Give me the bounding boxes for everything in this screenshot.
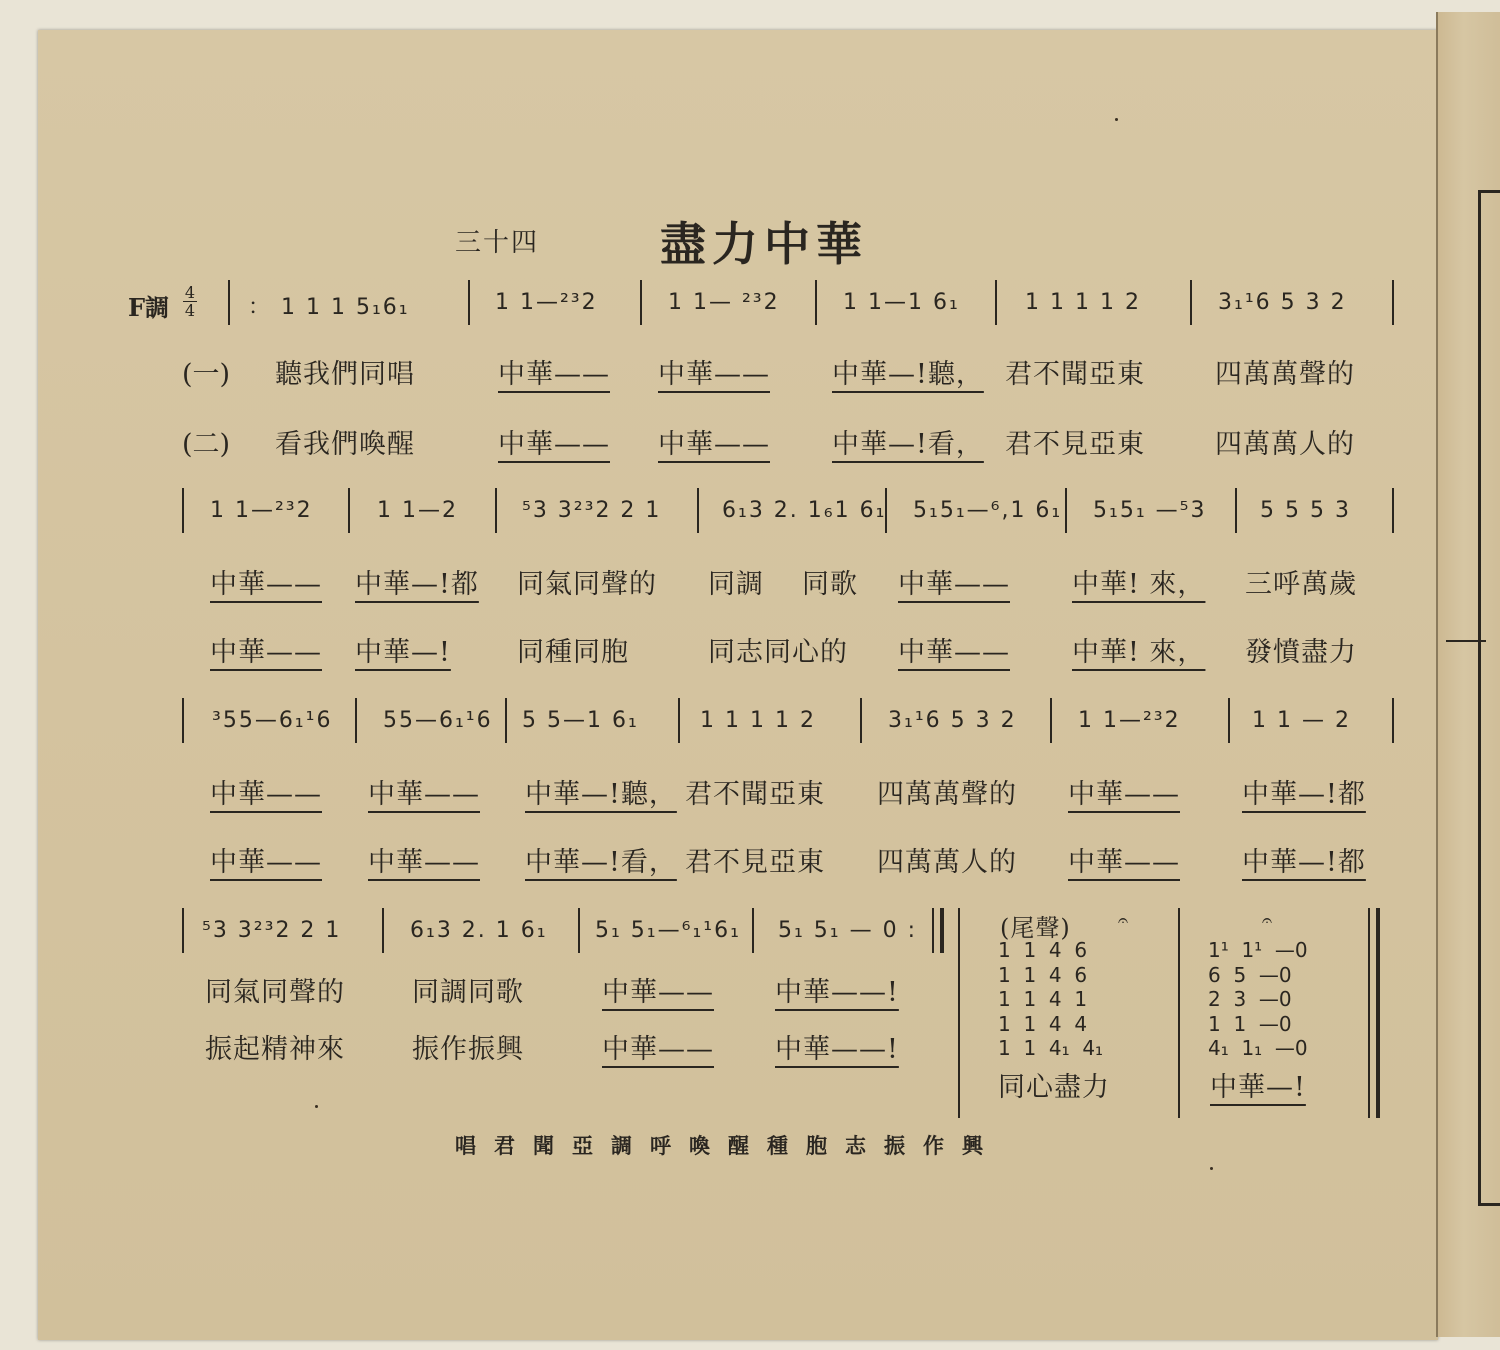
barline xyxy=(932,908,934,953)
lyric: 中華—— xyxy=(210,847,322,878)
lyric: 四萬萬聲的 xyxy=(1215,359,1355,390)
song-number: 三十四 xyxy=(455,228,540,258)
lyric: 同種同胞 xyxy=(517,637,629,668)
lyric: 看我們喚醒 xyxy=(275,429,415,460)
barline xyxy=(1050,698,1052,743)
lyric: 四萬萬人的 xyxy=(877,847,1017,878)
barline xyxy=(1228,698,1230,743)
meter-bottom: 4 xyxy=(184,301,196,320)
lyric: 中華—!聽， xyxy=(832,359,984,390)
barline xyxy=(995,280,997,325)
barline xyxy=(1392,488,1394,533)
lyric: 中華——! xyxy=(775,1034,899,1065)
lyric: 中華—— xyxy=(210,637,322,668)
barline xyxy=(382,908,384,953)
coda-ending xyxy=(1208,938,1308,1061)
key-signature: F調 xyxy=(128,293,170,322)
measure-notes: ⁵3 3²³2 2 1 xyxy=(202,918,342,943)
measure-notes: 1 1 1 1 2 xyxy=(700,708,816,733)
measure-notes: 1 1—1 6₁ xyxy=(843,290,960,315)
coda-end-row: 2 3 —0 xyxy=(1208,987,1292,1011)
lyric: 君不見亞東 xyxy=(685,847,825,878)
measure-notes: 5₁5₁ —⁵3 xyxy=(1093,498,1207,523)
barline xyxy=(752,908,754,953)
lyric: 同歌 xyxy=(802,569,858,600)
lyric: 中華—!都 xyxy=(355,569,479,600)
lyric: 中華—!都 xyxy=(1242,779,1366,810)
lyric: 中華—!聽， xyxy=(525,779,677,810)
measure-notes: ⁵3 3²³2 2 1 xyxy=(522,498,662,523)
lyric: 四萬萬聲的 xyxy=(877,779,1017,810)
time-signature xyxy=(181,284,199,319)
measure-notes: 1 1 — 2 xyxy=(1252,708,1351,733)
coda-chord-row: 1 1 4 4 xyxy=(998,1011,1088,1036)
lyric: 君不聞亞東 xyxy=(685,779,825,810)
coda-divider xyxy=(1178,908,1180,1118)
barline xyxy=(1392,698,1394,743)
barline xyxy=(1235,488,1237,533)
lyric: 中華—— xyxy=(498,429,610,460)
coda-chord-row: 1 1 4₁ 4₁ xyxy=(998,1036,1104,1060)
lyric: 中華—— xyxy=(1068,779,1180,810)
glossary-footer: 唱君聞亞調呼喚醒種胞志振作興 xyxy=(455,1133,1001,1158)
barline xyxy=(815,280,817,325)
lyric: 發憤盡力 xyxy=(1245,637,1357,668)
coda-end-row: 1¹ 1¹ —0 xyxy=(1208,938,1308,962)
measure-notes: 6₁3 2. 1 6₁ xyxy=(410,918,548,943)
measure-notes: 5₁ 5₁ — 0 : xyxy=(778,918,918,943)
measure-notes: 5 5 5 3 xyxy=(1260,498,1351,523)
measure-notes: 5 5—1 6₁ xyxy=(522,708,639,733)
meter-top: 4 xyxy=(184,283,196,302)
final-barline-thick xyxy=(1376,908,1380,1118)
measure-notes: 1 1—2 xyxy=(377,498,458,523)
paper-speck xyxy=(1210,1167,1213,1170)
measure-notes: 1 1—²³2 xyxy=(495,290,598,315)
measure-notes: 6₁3 2. 1₆1 6₁ xyxy=(722,498,887,523)
coda-chord-row: 1 1 4 6 xyxy=(998,938,1088,962)
lyric: 中華—— xyxy=(602,977,714,1008)
barline xyxy=(1190,280,1192,325)
measure-notes: 1 1— ²³2 xyxy=(668,290,780,315)
lyric: 中華—— xyxy=(602,1034,714,1065)
coda-end-row: 1 1 —0 xyxy=(1208,1011,1292,1036)
lyric: 同氣同聲的 xyxy=(517,569,657,600)
lyric: 中華—— xyxy=(368,847,480,878)
barline xyxy=(468,280,470,325)
coda-chord-row: 1 1 4 1 xyxy=(998,987,1088,1011)
lyric: 中華—— xyxy=(898,569,1010,600)
lyric: 振作振興 xyxy=(412,1034,524,1065)
lyric: 中華! 來， xyxy=(1072,569,1206,600)
lyric: 君不聞亞東 xyxy=(1005,359,1145,390)
final-barline xyxy=(1368,908,1370,1118)
lyric: 同志同心的 xyxy=(708,637,848,668)
end-repeat-barline xyxy=(940,908,944,953)
barline xyxy=(182,488,184,533)
lyric: 中華! 來， xyxy=(1072,637,1206,668)
adjacent-page-rule xyxy=(1446,640,1486,643)
paper-speck xyxy=(315,1105,318,1108)
coda-end-row: 4₁ 1₁ —0 xyxy=(1208,1036,1308,1060)
barline xyxy=(578,908,580,953)
coda-lyric-left: 同心盡力 xyxy=(998,1072,1110,1103)
measure-notes: 5₁ 5₁—⁶₁¹6₁ xyxy=(595,918,741,943)
coda-chord-row: 1 1 4 6 xyxy=(998,962,1088,987)
lyric: 中華—— xyxy=(498,359,610,390)
lyric: 中華—— xyxy=(658,429,770,460)
barline xyxy=(1065,488,1067,533)
barline xyxy=(228,280,230,325)
measure-notes: 1 1 1 1 2 xyxy=(1025,290,1141,315)
barline xyxy=(1392,280,1394,325)
coda-end-row: 6 5 —0 xyxy=(1208,962,1292,987)
barline xyxy=(348,488,350,533)
coda-divider xyxy=(958,908,960,1118)
barline xyxy=(182,908,184,953)
fermata-icon: 𝄐 xyxy=(1118,910,1129,931)
lyric: 中華——! xyxy=(775,977,899,1008)
measure-notes: 55—6₁¹6 xyxy=(383,708,493,733)
barline xyxy=(885,488,887,533)
fermata-icon: 𝄐 xyxy=(1262,910,1273,931)
verse-1-tag: (一) xyxy=(182,359,231,390)
lyric: 中華—— xyxy=(368,779,480,810)
measure-notes: ： 1 1 1 5₁6₁ xyxy=(248,295,410,320)
barline xyxy=(640,280,642,325)
coda-label: (尾聲) xyxy=(1000,914,1071,942)
lyric: 同調同歌 xyxy=(412,977,524,1008)
coda-lyric-right: 中華—! xyxy=(1210,1072,1306,1103)
coda-chords xyxy=(998,938,1103,1061)
barline xyxy=(505,698,507,743)
barline xyxy=(860,698,862,743)
lyric: 同調 xyxy=(708,569,764,600)
verse-2-tag: (二) xyxy=(182,429,231,460)
barline xyxy=(495,488,497,533)
measure-notes: 3₁¹6 5 3 2 xyxy=(1218,290,1347,315)
lyric: 同氣同聲的 xyxy=(205,977,345,1008)
lyric: 中華—— xyxy=(210,569,322,600)
lyric: 四萬萬人的 xyxy=(1215,429,1355,460)
lyric: 振起精神來 xyxy=(205,1034,345,1065)
measure-notes: 3₁¹6 5 3 2 xyxy=(888,708,1017,733)
lyric: 聽我們同唱 xyxy=(275,359,415,390)
song-title: 盡力中華 xyxy=(660,217,868,271)
lyric: 中華—!都 xyxy=(1242,847,1366,878)
lyric: 中華—— xyxy=(658,359,770,390)
measure-notes: 5₁5₁—⁶,1 6₁ xyxy=(913,498,1063,523)
lyric: 三呼萬歲 xyxy=(1245,569,1357,600)
barline xyxy=(678,698,680,743)
paper-speck xyxy=(1115,118,1118,121)
barline xyxy=(182,698,184,743)
measure-notes: 1 1—²³2 xyxy=(1078,708,1181,733)
lyric: 中華—!看， xyxy=(832,429,984,460)
adjacent-page-frame xyxy=(1478,190,1500,1206)
lyric: 中華—— xyxy=(210,779,322,810)
lyric: 中華—— xyxy=(898,637,1010,668)
lyric: 君不見亞東 xyxy=(1005,429,1145,460)
lyric: 中華—— xyxy=(1068,847,1180,878)
measure-notes: 1 1—²³2 xyxy=(210,498,313,523)
measure-notes: ³55—6₁¹6 xyxy=(212,708,333,733)
barline xyxy=(355,698,357,743)
barline xyxy=(697,488,699,533)
lyric: 中華—!看， xyxy=(525,847,677,878)
lyric: 中華—! xyxy=(355,637,451,668)
